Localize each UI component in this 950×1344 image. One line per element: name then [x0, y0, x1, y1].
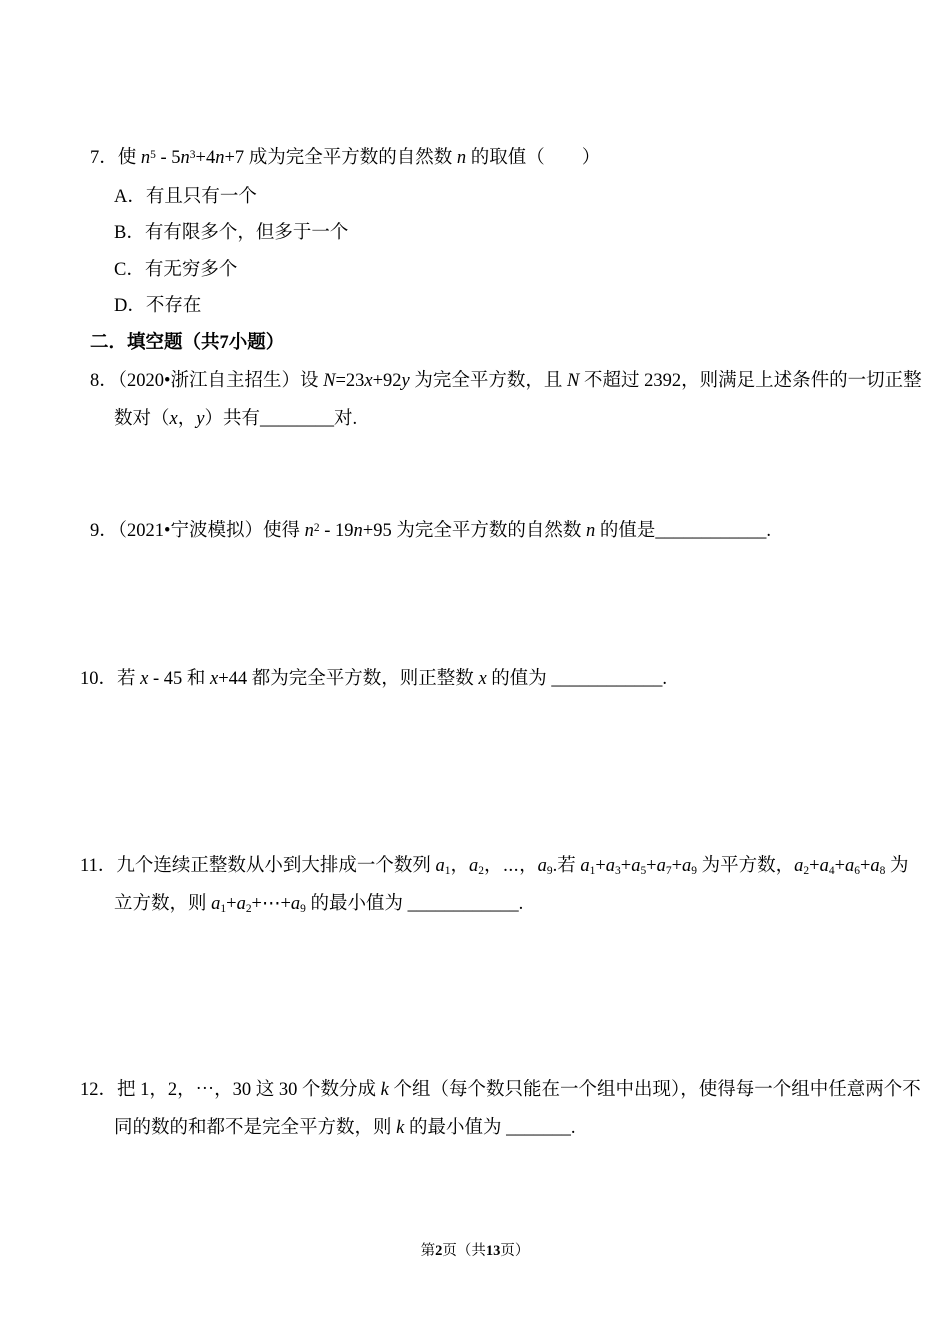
text-run: 的最小值为: [404, 1118, 507, 1138]
text-run: 为完全平方数，且: [409, 371, 568, 391]
text-run: ，: [450, 856, 469, 876]
subscript: 4: [828, 864, 835, 877]
math-variable: n: [353, 521, 363, 541]
answer-blank: ____________: [407, 894, 519, 914]
text-run: +: [226, 894, 237, 914]
text-run: 的值是: [595, 521, 656, 541]
page-footer: [0, 1240, 950, 1262]
question-7-option-d: [114, 292, 201, 320]
text-run: +: [595, 856, 606, 876]
superscript: 2: [313, 521, 320, 534]
text-run: 7．使: [90, 148, 141, 168]
subscript: 3: [615, 864, 621, 877]
text-run: 页）: [500, 1243, 530, 1259]
text-run: =23: [335, 371, 365, 391]
math-variable: a: [631, 856, 641, 876]
math-variable: a: [819, 856, 829, 876]
text-run: +: [646, 856, 657, 876]
text-run: 10．若: [80, 669, 141, 689]
math-variable: x: [140, 669, 149, 689]
text-run: 9．（2021•宁波模拟）使得: [90, 521, 305, 541]
text-run: 第: [420, 1243, 436, 1259]
question-7-stem: [90, 144, 600, 172]
math-variable: n: [585, 521, 596, 541]
math-variable: n: [140, 148, 151, 168]
text-run: B．有有限多个，但多于一个: [114, 223, 349, 243]
text-run: 对.: [333, 409, 358, 429]
text-run: 页（共: [442, 1243, 486, 1259]
question-7-option-c: [114, 256, 237, 284]
text-run: +4: [195, 148, 216, 168]
math-variable: a: [290, 894, 301, 914]
text-run: ，: [177, 409, 197, 429]
text-run: +: [620, 856, 632, 876]
text-run: .: [766, 521, 771, 541]
answer-blank: ____________: [655, 521, 767, 541]
text-run: 数对（: [114, 409, 170, 429]
math-variable: a: [845, 856, 855, 876]
text-run: .: [570, 1118, 576, 1138]
question-11-line-1: [80, 852, 909, 880]
math-variable: a: [211, 894, 221, 914]
subscript: 2: [245, 902, 252, 915]
answer-blank: _______: [506, 1118, 571, 1138]
math-variable: a: [468, 856, 479, 876]
question-7-option-a: [114, 183, 257, 211]
subscript: 9: [300, 902, 306, 915]
bold-text: 2: [435, 1243, 443, 1259]
text-run: 的值为: [486, 669, 552, 689]
subscript: 6: [854, 864, 860, 877]
superscript: 3: [189, 148, 196, 161]
text-run: .: [662, 669, 668, 689]
math-variable: y: [401, 371, 410, 391]
math-variable: x: [210, 669, 219, 689]
math-variable: k: [396, 1118, 405, 1138]
text-run: A．有且只有一个: [114, 187, 257, 207]
math-variable: N: [567, 371, 580, 391]
subscript: 1: [589, 864, 596, 877]
text-run: 同的数的和都不是完全平方数，则: [114, 1118, 397, 1138]
text-run: 个组（每个数只能在一个组中出现），使得每一个组中任意两个不: [388, 1080, 921, 1100]
question-7-option-b: [114, 219, 348, 247]
text-run: 的最小值为: [305, 894, 408, 914]
text-run: +44 都为完全平方数，则正整数: [218, 669, 479, 689]
math-variable: x: [364, 371, 373, 391]
subscript: 7: [665, 864, 672, 877]
subscript: 2: [478, 864, 484, 877]
math-variable: x: [478, 669, 487, 689]
math-variable: N: [323, 371, 336, 391]
text-run: - 45 和: [148, 669, 211, 689]
math-variable: a: [605, 856, 616, 876]
math-variable: a: [435, 856, 445, 876]
subscript: 9: [546, 864, 553, 877]
math-variable: y: [196, 409, 205, 429]
superscript: 5: [150, 148, 156, 161]
text-run: 二．填空题（共7小题）: [90, 333, 285, 353]
math-variable: n: [304, 521, 314, 541]
subscript: 1: [444, 864, 451, 877]
text-run: ，⋯，: [483, 856, 538, 876]
text-run: 不超过 2392，则满足上述条件的一切正整: [579, 371, 922, 391]
text-run: .: [518, 894, 524, 914]
math-variable: n: [456, 148, 467, 168]
text-run: +: [671, 856, 683, 876]
question-9: [90, 517, 771, 545]
text-run: C．有无穷多个: [114, 260, 238, 280]
subscript: 2: [803, 864, 810, 877]
text-run: +⋯+: [251, 894, 291, 914]
bold-text: 13: [485, 1243, 501, 1259]
text-run: 为平方数，: [697, 856, 795, 876]
text-run: +92: [372, 371, 402, 391]
answer-blank: ________: [259, 409, 334, 429]
text-run: +: [809, 856, 820, 876]
section-2-heading: [90, 329, 284, 357]
text-run: .若: [552, 856, 581, 876]
math-variable: n: [215, 148, 225, 168]
text-run: +7 成为完全平方数的自然数: [224, 148, 457, 168]
question-8-line-2: [114, 405, 357, 433]
text-run: D．不存在: [114, 296, 202, 316]
text-run: 11．九个连续正整数从小到大排成一个数列: [80, 856, 436, 876]
math-variable: a: [682, 856, 692, 876]
math-variable: k: [380, 1080, 389, 1100]
text-run: 12．把 1，2，⋯，30 这 30 个数分成: [80, 1080, 381, 1100]
math-variable: n: [180, 148, 190, 168]
text-run: 8．（2020•浙江自主招生）设: [90, 371, 324, 391]
question-12-line-2: [114, 1114, 576, 1142]
text-run: +: [834, 856, 845, 876]
text-run: +95 为完全平方数的自然数: [362, 521, 586, 541]
math-variable: a: [794, 856, 804, 876]
math-variable: a: [656, 856, 666, 876]
text-run: - 5: [155, 148, 181, 168]
math-variable: a: [870, 856, 880, 876]
subscript: 5: [640, 864, 647, 877]
question-11-line-2: [114, 890, 523, 918]
subscript: 1: [220, 902, 227, 915]
text-run: +: [859, 856, 871, 876]
text-run: 立方数，则: [114, 894, 212, 914]
text-run: - 19: [319, 521, 354, 541]
subscript: 8: [879, 864, 886, 877]
question-8-line-1: [90, 367, 922, 395]
question-10: [80, 665, 667, 693]
text-run: 为: [885, 856, 909, 876]
question-12-line-1: [80, 1076, 921, 1104]
subscript: 9: [691, 864, 698, 877]
text-run: 的取值（ ）: [466, 148, 601, 168]
math-variable: a: [580, 856, 590, 876]
answer-blank: ____________: [551, 669, 663, 689]
math-variable: a: [537, 856, 547, 876]
math-variable: a: [236, 894, 246, 914]
text-run: ）共有: [204, 409, 260, 429]
math-variable: x: [169, 409, 178, 429]
